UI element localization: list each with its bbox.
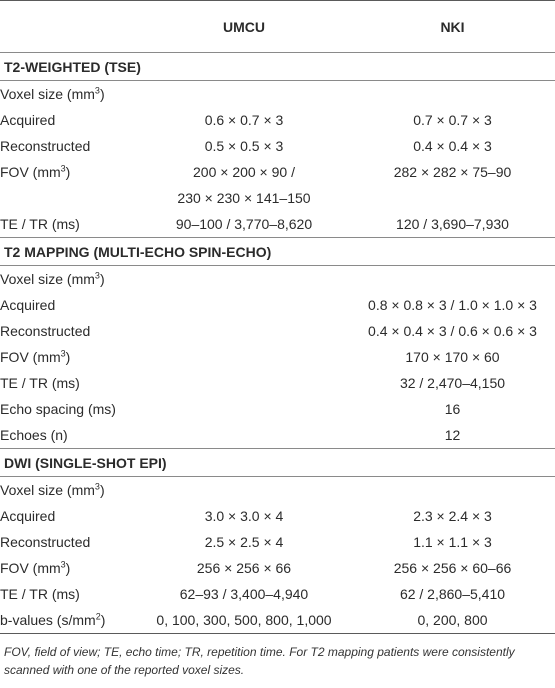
table-row [0,503,555,529]
cell-nki: 16 [444,401,461,417]
section-row-dwi [0,449,555,477]
table-row [0,396,555,422]
table-row [0,477,555,504]
row-label-voxel-size: Voxel size $(mm^3)$ [0,270,105,287]
header-row [0,1,555,53]
table-row [0,133,555,159]
cell-nki: 0, 200, 800 [350,607,555,634]
table-row [0,529,555,555]
table-row [0,266,555,293]
table-row [0,370,555,396]
cell-umcu: 3.0 × 3.0 × 4 [204,508,284,524]
row-label-reconstructed: Reconstructed [0,138,91,154]
cell-nki: 0.4 × 0.4 × 3 / 0.6 × 0.6 × 3 [368,323,537,339]
row-label-voxel-size: Voxel size $(mm^3)$ [0,481,105,498]
table-row [0,159,555,185]
table-row [0,211,555,238]
cell-nki: 0.7 × 0.7 × 3 [413,112,492,128]
column-header-umcu: UMCU [138,1,350,53]
column-header-nki: NKI [350,1,555,53]
row-label-voxel-size: Voxel size $(mm^3)$ [0,85,105,102]
row-label-b-values: b-values $(s/mm^2)$ [0,607,138,634]
table-row [0,107,555,133]
cell-umcu: 200 × 200 × 90 / [193,164,295,180]
table-row [0,185,555,211]
table-row [0,292,555,318]
row-label-reconstructed: Reconstructed [0,323,91,339]
cell-nki: 12 [444,427,461,443]
row-label-fov: FOV $(mm^3)$ [0,163,71,180]
row-label-te-tr: TE / TR (ms) [0,375,80,391]
row-label-fov: FOV $(mm^3)$ [0,348,71,365]
cell-nki: 282 × 282 × 75–90 [393,164,512,180]
cell-nki: 32 / 2,470–4,150 [399,375,506,391]
cell-umcu: 0.6 × 0.7 × 3 [204,112,284,128]
table-row [0,581,555,607]
section-title: T2-WEIGHTED (TSE) [0,53,555,81]
cell-umcu: 0, 100, 300, 500, 800, 1,000 [138,607,350,634]
table-row [0,422,555,449]
table-row [0,81,555,108]
section-row-t2-weighted [0,53,555,81]
cell-umcu: 62–93 / 3,400–4,940 [179,586,309,602]
row-label-acquired: Acquired [0,112,56,128]
header-empty-cell [0,1,138,53]
cell-umcu: 90–100 / 3,770–8,620 [175,216,313,232]
cell-nki: 256 × 256 × 60–66 [393,560,512,576]
cell-umcu: 230 × 230 × 141–150 [177,190,311,206]
cell-nki: 62 / 2,860–5,410 [399,586,506,602]
row-label-echoes: Echoes (n) [0,427,68,443]
row-label-te-tr: TE / TR (ms) [0,216,80,232]
cell-nki: 170 × 170 × 60 [405,349,500,365]
row-label-acquired: Acquired [0,508,56,524]
section-title: DWI (SINGLE-SHOT EPI) [0,449,555,477]
table-row [0,555,555,581]
cell-nki: 0.4 × 0.4 × 3 [413,138,492,154]
row-label-acquired: Acquired [0,297,56,313]
row-label-echo-spacing: Echo spacing (ms) [0,401,116,417]
cell-umcu: 2.5 × 2.5 × 4 [204,534,284,550]
section-row-t2-mapping [0,238,555,266]
cell-nki: 0.8 × 0.8 × 3 / 1.0 × 1.0 × 3 [368,297,537,313]
cell-nki: 1.1 × 1.1 × 3 [413,534,492,550]
section-title: T2 MAPPING (MULTI-ECHO SPIN-ECHO) [0,238,555,266]
table-row [0,607,555,634]
row-label-te-tr: TE / TR (ms) [0,586,80,602]
table-row [0,344,555,370]
table-row [0,318,555,344]
table-footnote: FOV, field of view; TE, echo time; TR, repetition time. For T2 mapping patients were consistently scanned with one of the reported voxel sizes. [4,645,515,677]
cell-umcu: 0.5 × 0.5 × 3 [204,138,284,154]
cell-nki: 120 / 3,690–7,930 [396,216,509,232]
row-label-reconstructed: Reconstructed [0,534,91,550]
cell-nki: 2.3 × 2.4 × 3 [413,508,492,524]
cell-umcu: 256 × 256 × 66 [196,560,292,576]
row-label-fov: FOV $(mm^3)$ [0,559,71,576]
